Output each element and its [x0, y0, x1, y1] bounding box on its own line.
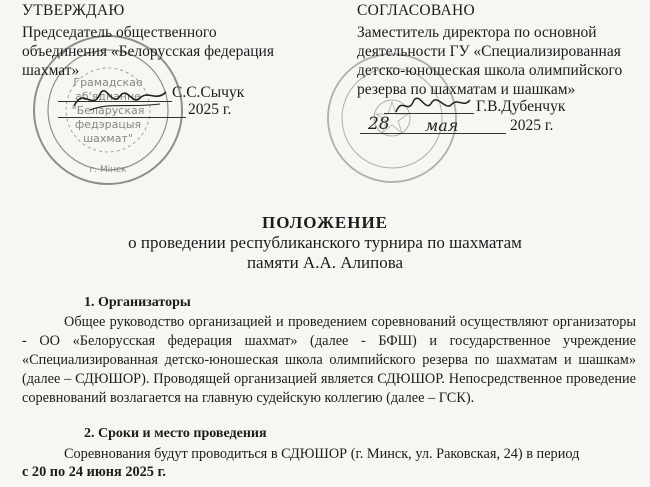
approve-signature: [70, 78, 170, 118]
approve-line-2: объединения «Белорусская федерация: [22, 43, 274, 60]
section-1-text: Общее руководство организацией и проведением соревнований осуществляют организаторы - ОО «Белорусская федерация шахмат» (далее - БФШ) и государственное учреждение «Специализированная детско-юношеская школа олимпийского резерва по шахматам и шашкам» (далее – СДЮШОР). Проводящей организацией является СДЮШОР. Непосредственное проведение соревнований возлагается на главную судейскую коллегию (далее – ГСК).: [22, 314, 636, 406]
document-subtitle-2: памяти А.А. Алипова: [246, 253, 404, 272]
agree-date-line: [360, 133, 506, 134]
agree-line-4: резерва по шахматам и шашкам»: [357, 81, 576, 98]
stamp-line-4: федэрацыя: [74, 118, 142, 131]
stamp-city: г. Мінск: [89, 165, 127, 175]
section-1-body: [22, 313, 636, 408]
stamp-line-3: "Беларуская: [71, 104, 145, 117]
stamp-line-5: шахмат": [83, 132, 133, 145]
agree-signature-line: [384, 113, 474, 114]
document-subtitle-1: о проведении республиканского турнира по шахматам: [128, 233, 522, 252]
agree-line-2: деятельности ГУ «Специализированная: [357, 43, 621, 60]
document-title: ПОЛОЖЕНИЕ: [262, 213, 388, 232]
approve-heading: УТВЕРЖДАЮ: [22, 2, 125, 19]
approve-signature-line: [58, 101, 172, 102]
approve-date-line: [58, 117, 186, 118]
agree-date-day: 28: [368, 114, 390, 134]
agree-year: 2025 г.: [510, 117, 554, 134]
agree-line-3: детско-юношеская школа олимпийского: [357, 62, 623, 79]
stamp-line-2: аб'яднанне: [75, 90, 141, 103]
approve-year: 2025 г.: [188, 101, 232, 118]
section-2-title: 2. Сроки и место проведения: [84, 426, 267, 441]
section-2-dates: с 20 по 24 июня 2025 г.: [22, 464, 166, 480]
approve-signer: С.С.Сычук: [172, 84, 245, 101]
agree-line-1: Заместитель директора по основной: [357, 24, 597, 41]
agree-heading: СОГЛАСОВАНО: [357, 2, 476, 19]
section-1-title: 1. Организаторы: [84, 295, 191, 310]
agree-signer: Г.В.Дубенчук: [476, 98, 566, 115]
approve-line-3: шахмат»: [22, 62, 80, 79]
agree-date-month: мая: [425, 116, 459, 135]
section-2-text: Соревнования будут проводиться в СДЮШОР (г. Минск, ул. Раковская, 24) в период: [64, 446, 580, 462]
approve-line-1: Председатель общественного: [22, 24, 217, 41]
stamp-line-1: Грамадскае: [73, 76, 143, 89]
